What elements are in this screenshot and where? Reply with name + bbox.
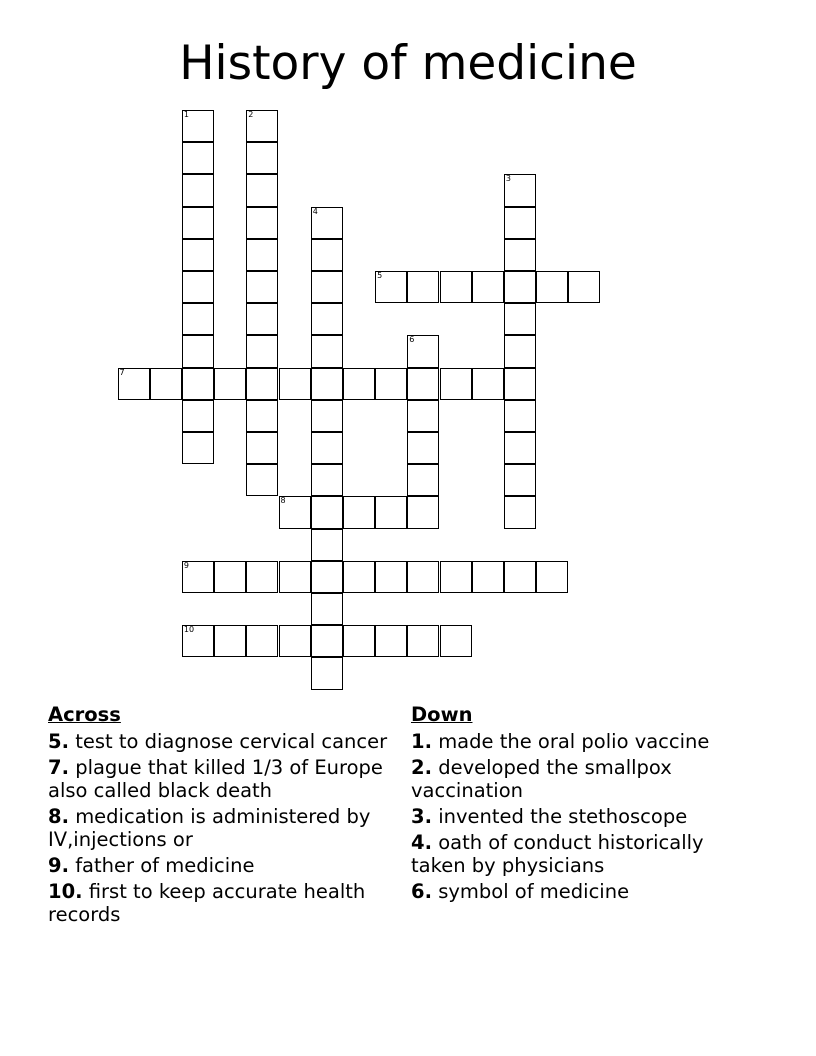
grid-cell[interactable]: [504, 207, 536, 239]
puzzle-title: History of medicine: [179, 36, 637, 91]
cell-number: 2: [248, 110, 254, 119]
grid-cell[interactable]: [440, 368, 472, 400]
grid-cell[interactable]: [246, 561, 278, 593]
grid-cell[interactable]: [182, 400, 214, 432]
grid-cell[interactable]: [472, 368, 504, 400]
grid-cell[interactable]: [311, 529, 343, 561]
grid-cell[interactable]: [182, 239, 214, 271]
clue-text: symbol of medicine: [438, 880, 630, 903]
grid-cell[interactable]: [311, 303, 343, 335]
grid-cell[interactable]: [311, 239, 343, 271]
grid-cell[interactable]: [311, 561, 343, 593]
cell-number: 9: [183, 560, 189, 570]
across-clue: [48, 854, 398, 877]
grid-cell[interactable]: [472, 271, 504, 303]
grid-cell[interactable]: [246, 174, 278, 206]
cell-number: 6: [409, 335, 415, 345]
grid-cell[interactable]: [182, 335, 214, 367]
grid-cell[interactable]: [246, 207, 278, 239]
grid-cell[interactable]: [536, 561, 568, 593]
grid-cell[interactable]: [182, 432, 214, 464]
grid-cell[interactable]: [311, 207, 343, 239]
grid-cell[interactable]: [311, 625, 343, 657]
grid-cell[interactable]: [246, 400, 278, 432]
grid-cell[interactable]: [182, 207, 214, 239]
cell-number: 4: [312, 206, 318, 216]
grid-cell[interactable]: [246, 271, 278, 303]
clue-text: made the oral polio vaccine: [438, 730, 710, 753]
grid-cell[interactable]: [343, 561, 375, 593]
grid-cell[interactable]: [440, 561, 472, 593]
down-heading: Down: [411, 703, 473, 726]
clue-number: 3.: [411, 805, 432, 828]
cell-number: 1: [183, 110, 189, 119]
clue-number: 5.: [48, 730, 69, 753]
grid-cell[interactable]: [279, 368, 311, 400]
grid-cell[interactable]: [182, 271, 214, 303]
grid-cell[interactable]: [246, 464, 278, 496]
down-clues: [411, 703, 751, 906]
grid-cell[interactable]: [407, 432, 439, 464]
grid-cell[interactable]: [279, 561, 311, 593]
grid-cell[interactable]: [504, 432, 536, 464]
grid-cell[interactable]: [214, 368, 246, 400]
clue-number: 8.: [48, 805, 69, 828]
down-clue: [411, 880, 751, 903]
grid-cell[interactable]: [375, 625, 407, 657]
grid-cell[interactable]: [182, 110, 214, 142]
grid-cell[interactable]: [311, 464, 343, 496]
clue-text: medication is administered by IV,injections or: [48, 805, 371, 851]
across-clue: [48, 805, 398, 851]
grid-cell[interactable]: [118, 368, 150, 400]
grid-cell[interactable]: [279, 496, 311, 528]
clue-text: test to diagnose cervical cancer: [75, 730, 388, 753]
grid-cell[interactable]: [182, 561, 214, 593]
grid-cell[interactable]: [407, 561, 439, 593]
grid-cell[interactable]: [214, 625, 246, 657]
across-clues: [48, 703, 398, 929]
grid-cell[interactable]: [246, 625, 278, 657]
grid-cell[interactable]: [504, 174, 536, 206]
grid-cell[interactable]: [407, 464, 439, 496]
across-heading: Across: [48, 703, 121, 726]
grid-cell[interactable]: [407, 335, 439, 367]
clue-text: developed the smallpox vaccination: [411, 756, 672, 802]
down-clue: [411, 831, 751, 877]
down-clue: [411, 730, 751, 753]
grid-cell[interactable]: [375, 368, 407, 400]
clue-number: 4.: [411, 831, 432, 854]
grid-cell[interactable]: [375, 561, 407, 593]
grid-cell[interactable]: [375, 496, 407, 528]
grid-cell[interactable]: [311, 368, 343, 400]
cell-number: 7: [119, 367, 125, 377]
cell-number: 3: [505, 174, 511, 184]
grid-cell[interactable]: [504, 400, 536, 432]
grid-cell[interactable]: [407, 368, 439, 400]
grid-cell[interactable]: [568, 271, 600, 303]
grid-cell[interactable]: [407, 625, 439, 657]
grid-cell[interactable]: [504, 368, 536, 400]
grid-cell[interactable]: [182, 142, 214, 174]
grid-cell[interactable]: [311, 432, 343, 464]
clue-text: oath of conduct historically taken by physicians: [411, 831, 704, 877]
grid-cell[interactable]: [407, 496, 439, 528]
grid-cell[interactable]: [150, 368, 182, 400]
grid-cell[interactable]: [343, 625, 375, 657]
grid-cell[interactable]: [246, 432, 278, 464]
grid-cell[interactable]: [311, 335, 343, 367]
grid-cell[interactable]: [311, 496, 343, 528]
down-clue: [411, 756, 751, 802]
grid-cell[interactable]: [440, 625, 472, 657]
across-clue: [48, 756, 398, 802]
grid-cell[interactable]: [504, 303, 536, 335]
grid-cell[interactable]: [504, 496, 536, 528]
clue-number: 1.: [411, 730, 432, 753]
clue-text: father of medicine: [75, 854, 255, 877]
grid-cell[interactable]: [472, 561, 504, 593]
grid-cell[interactable]: [214, 561, 246, 593]
cell-number: 8: [280, 496, 286, 506]
clue-text: invented the stethoscope: [438, 805, 688, 828]
grid-cell[interactable]: [311, 593, 343, 625]
grid-cell[interactable]: [182, 625, 214, 657]
grid-cell[interactable]: [182, 368, 214, 400]
clue-text: plague that killed 1/3 of Europe also called black death: [48, 756, 383, 802]
grid-cell[interactable]: [440, 271, 472, 303]
grid-cell[interactable]: [246, 335, 278, 367]
grid-cell[interactable]: [343, 368, 375, 400]
grid-cell[interactable]: [246, 239, 278, 271]
grid-cell[interactable]: [311, 271, 343, 303]
grid-cell[interactable]: [246, 303, 278, 335]
clue-number: 10.: [48, 880, 83, 903]
clue-text: first to keep accurate health records: [48, 880, 366, 926]
clue-number: 9.: [48, 854, 69, 877]
grid-cell[interactable]: [246, 110, 278, 142]
clue-number: 2.: [411, 756, 432, 779]
grid-cell[interactable]: [343, 496, 375, 528]
across-clue: [48, 880, 398, 926]
cell-number: 10: [183, 625, 195, 635]
grid-cell[interactable]: [311, 657, 343, 689]
grid-cell[interactable]: [504, 464, 536, 496]
grid-cell[interactable]: [311, 400, 343, 432]
grid-cell[interactable]: [504, 335, 536, 367]
grid-cell[interactable]: [375, 271, 407, 303]
clue-number: 7.: [48, 756, 69, 779]
grid-cell[interactable]: [536, 271, 568, 303]
across-clue: [48, 730, 398, 753]
grid-cell[interactable]: [279, 625, 311, 657]
grid-cell[interactable]: [182, 303, 214, 335]
grid-cell[interactable]: [407, 271, 439, 303]
down-clue: [411, 805, 751, 828]
grid-cell[interactable]: [504, 239, 536, 271]
grid-cell[interactable]: [246, 142, 278, 174]
cell-number: 5: [377, 271, 383, 280]
grid-cell[interactable]: [407, 400, 439, 432]
grid-cell[interactable]: [246, 368, 278, 400]
clue-number: 6.: [411, 880, 432, 903]
grid-cell[interactable]: [504, 561, 536, 593]
grid-cell[interactable]: [504, 271, 536, 303]
grid-cell[interactable]: [182, 174, 214, 206]
